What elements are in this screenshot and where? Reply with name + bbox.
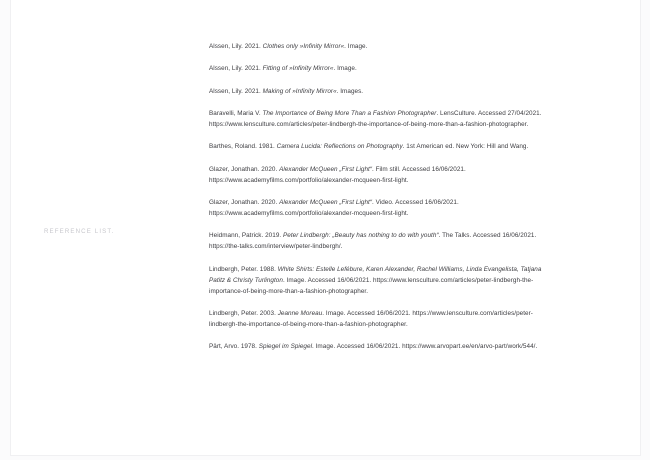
reference-entry — [209, 108, 547, 130]
reference-title: Camera Lucida: Reflections on Photography — [276, 143, 403, 151]
document-page — [10, 0, 641, 456]
reference-text: Alssen, Lily. 2021. — [209, 43, 263, 50]
reference-title: Spiegel im Spiegel — [258, 343, 313, 351]
reference-entry — [209, 264, 547, 297]
reference-text: Glazer, Jonathan. 2020. — [209, 198, 280, 206]
reference-text: Heidmann, Patrick. 2019. — [209, 232, 283, 240]
reference-entry — [209, 41, 547, 52]
reference-entry — [209, 197, 547, 219]
reference-title: Alexander McQueen „First Light“ — [279, 165, 373, 173]
reference-entry — [209, 86, 547, 97]
reference-text: . Image. — [344, 43, 368, 50]
reference-text: Alssen, Lily. 2021. — [209, 87, 263, 95]
reference-text: . The Talks. Accessed 16/06/2021. https://the-talks.com/interview/peter-lindbergh/. — [209, 232, 537, 251]
reference-title: Peter Lindbergh: „Beauty has nothing to do with youth“ — [283, 232, 439, 240]
reference-title: White Shirts: Estelle Lefébure, Karen Alexander, Rachel Williams, Linda Evangelista, Tatjana Patitz & Christy Turlington — [209, 265, 542, 284]
reference-text: Baravelli, Maria V. — [209, 109, 263, 117]
reference-text: Lindbergh, Peter. 2003. — [209, 310, 278, 318]
reference-text: . Video. Accessed 16/06/2021. https://www.academyfilms.com/portfolio/alexander-mcqueen-first-light. — [209, 198, 459, 217]
reference-title: Jeanne Moreau — [277, 310, 323, 318]
reference-entry — [209, 341, 547, 352]
reference-text: . Image. — [333, 65, 357, 73]
reference-entry — [209, 230, 547, 252]
reference-text: Barthes, Roland. 1981. — [209, 143, 277, 151]
reference-title: Alexander McQueen „First Light“ — [279, 198, 373, 206]
reference-text: . Image. Accessed 16/06/2021. https://www.lensculture.com/articles/peter-lindbergh-the-importance-of-being-more-than-a-fashion-photographer. — [209, 310, 533, 329]
reference-entry — [209, 164, 547, 186]
reference-title: The Importance of Being More Than a Fashion Photographer — [262, 109, 437, 117]
reference-text: . Film still. Accessed 16/06/2021. https://www.academyfilms.com/portfolio/alexander-mcqueen-first-light. — [209, 165, 466, 184]
reference-text: Pärt, Arvo. 1978. — [209, 343, 259, 351]
reference-text: . Images. — [336, 87, 364, 95]
reference-text: . 1st American ed. New York: Hill and Wang. — [402, 143, 529, 151]
reference-text: Alssen, Lily. 2021. — [209, 65, 263, 73]
reference-text: . Image. Accessed 16/06/2021. https://www.arvopart.ee/en/arvo-part/work/544/. — [312, 343, 538, 351]
reference-entry — [209, 63, 547, 74]
section-label-reference-list: REFERENCE LIST. — [44, 228, 115, 235]
reference-list — [209, 41, 547, 353]
reference-title: Making of »Infinity Mirror« — [262, 87, 337, 95]
reference-text: Lindbergh, Peter. 1988. — [209, 265, 278, 273]
page-content-area — [11, 0, 640, 455]
reference-text: Glazer, Jonathan. 2020. — [209, 165, 280, 173]
reference-title: Clothes only »Infinity Mirror« — [262, 43, 345, 50]
reference-title: Fitting of »Infinity Mirror« — [262, 65, 334, 73]
reference-text: . Image. Accessed 16/06/2021. https://www.lensculture.com/articles/peter-lindbergh-the-importance-of-being-more-than-a-fashion-photographer. — [209, 276, 534, 295]
reference-text: . LensCulture. Accessed 27/04/2021. https://www.lensculture.com/articles/peter-lindbergh-the-importance-of-being-more-than-a-fashion-photographer. — [209, 109, 542, 128]
reference-entry — [209, 141, 547, 152]
reference-entry — [209, 308, 547, 330]
